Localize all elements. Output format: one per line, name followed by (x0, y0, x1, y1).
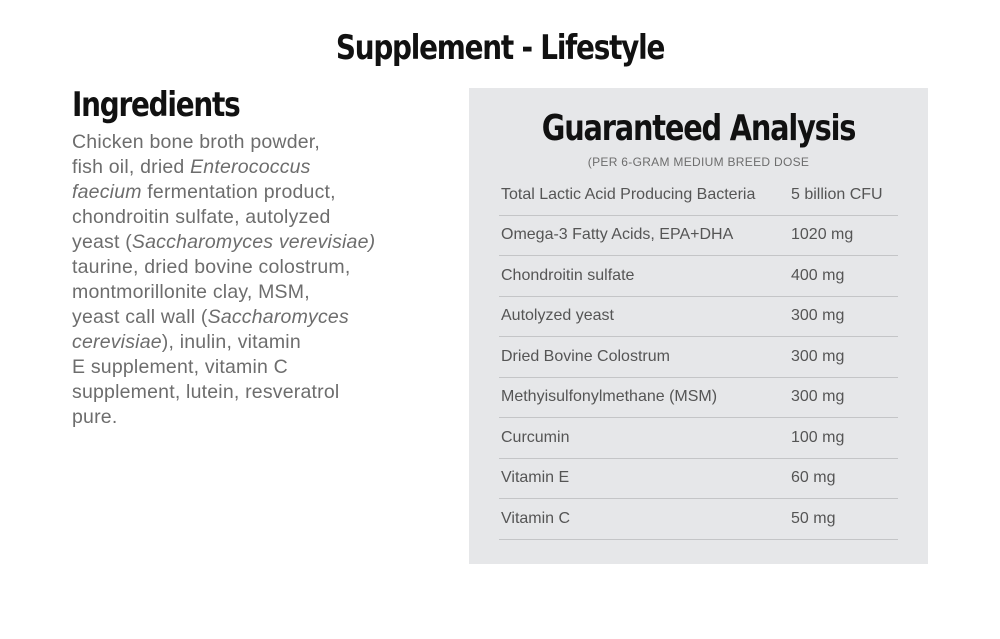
analysis-subtitle: (PER 6-GRAM MEDIUM BREED DOSE (587, 155, 810, 169)
nutrient-name: Chondroitin sulfate (501, 266, 635, 284)
analysis-row (499, 297, 898, 338)
nutrient-name: Vitamin E (501, 469, 570, 487)
nutrient-name: Omega-3 Fatty Acids, EPA+DHA (501, 226, 734, 244)
analysis-row (499, 337, 898, 378)
page-title: Supplement - Lifestyle (335, 28, 665, 68)
ingredient-text-segment: fermentation product, chondroitin sulfate, autolyzed yeast ( (72, 181, 336, 253)
ingredient-text-segment: ), inulin, vitamin E supplement, vitamin C supplement, lutein, resveratrol pure. (72, 331, 340, 428)
analysis-row (499, 499, 898, 540)
analysis-row (499, 175, 898, 216)
nutrient-name: Curcumin (501, 428, 570, 446)
nutrient-name: Methyisulfonylmethane (MSM) (501, 388, 718, 406)
nutrient-value: 300 mg (791, 307, 845, 325)
nutrient-name: Dried Bovine Colostrum (501, 347, 670, 365)
nutrient-value: 300 mg (791, 388, 845, 406)
ingredient-text-segment: Chicken bone broth powder, fish oil, dried (72, 131, 321, 178)
nutrient-name: Total Lactic Acid Producing Bacteria (501, 185, 756, 203)
ingredient-text-segment: taurine, dried bovine colostrum, montmorillonite clay, MSM, yeast call wall ( (72, 256, 351, 328)
nutrient-value: 5 billion CFU (791, 185, 883, 203)
nutrient-value: 100 mg (791, 428, 845, 446)
ingredients-heading: Ingredients (72, 85, 240, 125)
ingredient-scientific-name: Saccharomyces verevisiae) (131, 231, 376, 253)
analysis-row (499, 256, 898, 297)
analysis-row (499, 459, 898, 500)
guaranteed-analysis-panel (469, 88, 928, 564)
analysis-table (499, 175, 898, 540)
ingredients-text (72, 130, 432, 430)
analysis-row (499, 378, 898, 419)
ingredient-scientific-name: Saccharomyces cerevisiae (72, 306, 349, 353)
ingredients-section (72, 84, 432, 430)
nutrient-value: 1020 mg (791, 226, 854, 244)
analysis-row (499, 216, 898, 257)
analysis-title: Guaranteed Analysis (541, 108, 856, 149)
nutrient-value: 400 mg (791, 266, 845, 284)
nutrient-value: 50 mg (791, 509, 836, 527)
ingredient-scientific-name: Enterococcus faecium (72, 156, 311, 203)
analysis-row (499, 418, 898, 459)
nutrient-name: Vitamin C (501, 509, 571, 527)
nutrient-value: 300 mg (791, 347, 845, 365)
nutrient-name: Autolyzed yeast (501, 307, 614, 325)
nutrient-value: 60 mg (791, 469, 836, 487)
